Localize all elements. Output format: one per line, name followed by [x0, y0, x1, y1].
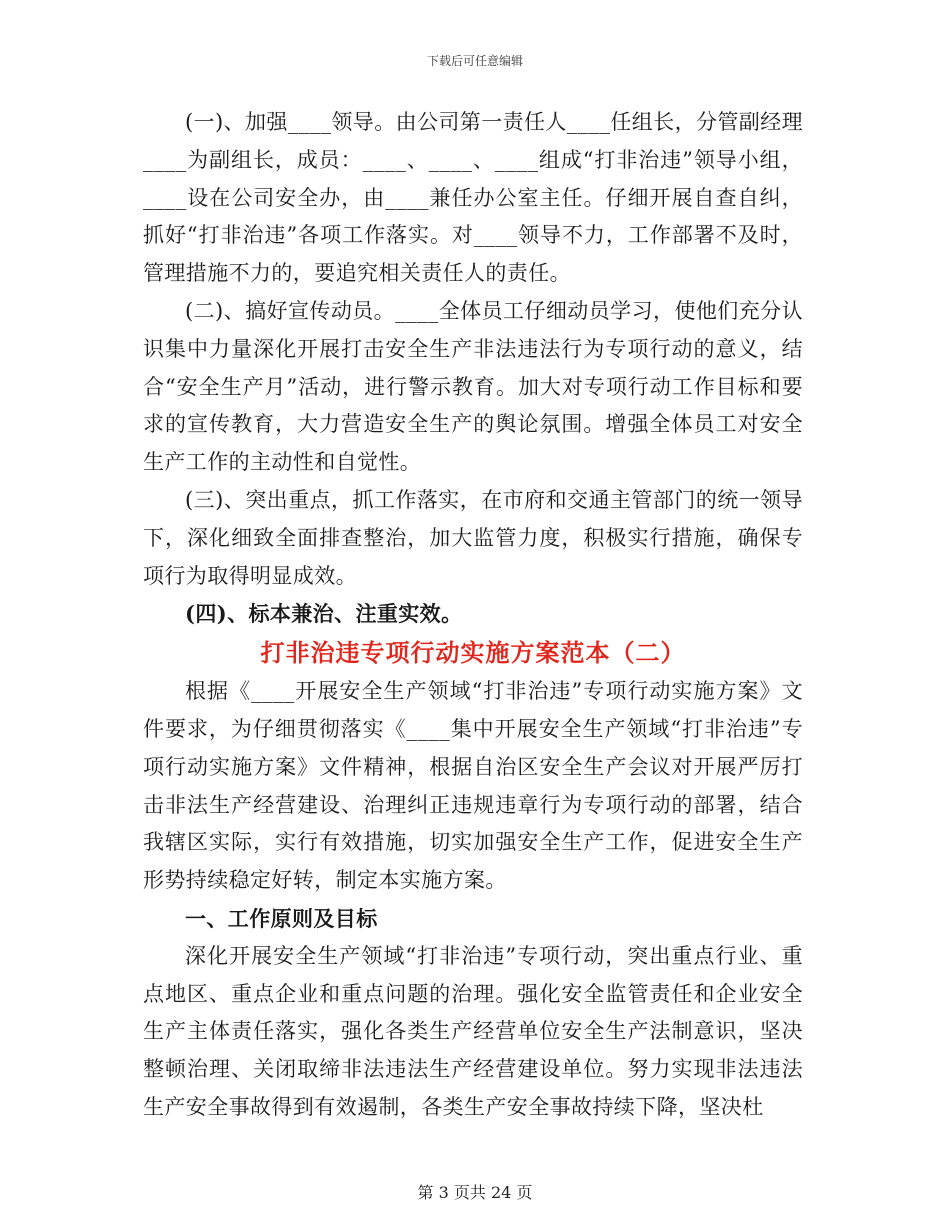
header-note: 下载后可任意编辑 [426, 54, 523, 68]
document-body [143, 104, 803, 1127]
heading-work-principles: 一、工作原则及目标 [185, 905, 378, 931]
paragraph-1: (一)、加强____领导。由公司第一责任人____任组长，分管副经理____为副组长，成员：____、____、____组成“打非治违”领导小组，____设在公司安全办，由____兼任办公室主任。仔细开展自查自纠，抓好“打非治违”各项工作落实。对____领导不力，工作部署不及时，管理措施不力的，要追究相关责任人的责任。 [143, 110, 803, 286]
section-title: 打非治违专项行动实施方案范本（二） [260, 638, 686, 668]
paragraph-5: 根据《____开展安全生产领域“打非治违”专项行动实施方案》文件要求，为仔细贯彻落实《____集中开展安全生产领域“打非治违”专项行动实施方案》文件精神，根据自治区安全生产会议对开展严厉打击非法生产经营建设、治理纠正违规违章行为专项行动的部署，结合我辖区实际，实行有效措施，切实加强安全生产工作，促进安全生产形势持续稳定好转，制定本实施方案。 [143, 679, 803, 893]
paragraph-6: 深化开展安全生产领域“打非治违”专项行动，突出重点行业、重点地区、重点企业和重点问题的治理。强化安全监管责任和企业安全生产主体责任落实，强化各类生产经营单位安全生产法制意识，坚决整顿治理、关闭取缔非法违法生产经营建设单位。努力实现非法违法生产安全事故得到有效遏制，各类生产安全事故持续下降，坚决杜 [143, 943, 803, 1119]
page-number: 第 3 页共 24 页 [417, 1183, 533, 1202]
paragraph-4-heading: (四)、标本兼治、注重实效。 [185, 601, 463, 627]
paragraph-3: (三)、突出重点，抓工作落实，在市府和交通主管部门的统一领导下，深化细致全面排查整治，加大监管力度，积极实行措施，确保专项行为取得明显成效。 [143, 487, 803, 588]
paragraph-2: (二)、搞好宣传动员。____全体员工仔细动员学习，使他们充分认识集中力量深化开展打击安全生产非法违法行为专项行动的意义，结合“安全生产月”活动，进行警示教育。加大对专项行动工作目标和要求的宣传教育，大力营造安全生产的舆论氛围。增强全体员工对安全生产工作的主动性和自觉性。 [143, 298, 803, 475]
